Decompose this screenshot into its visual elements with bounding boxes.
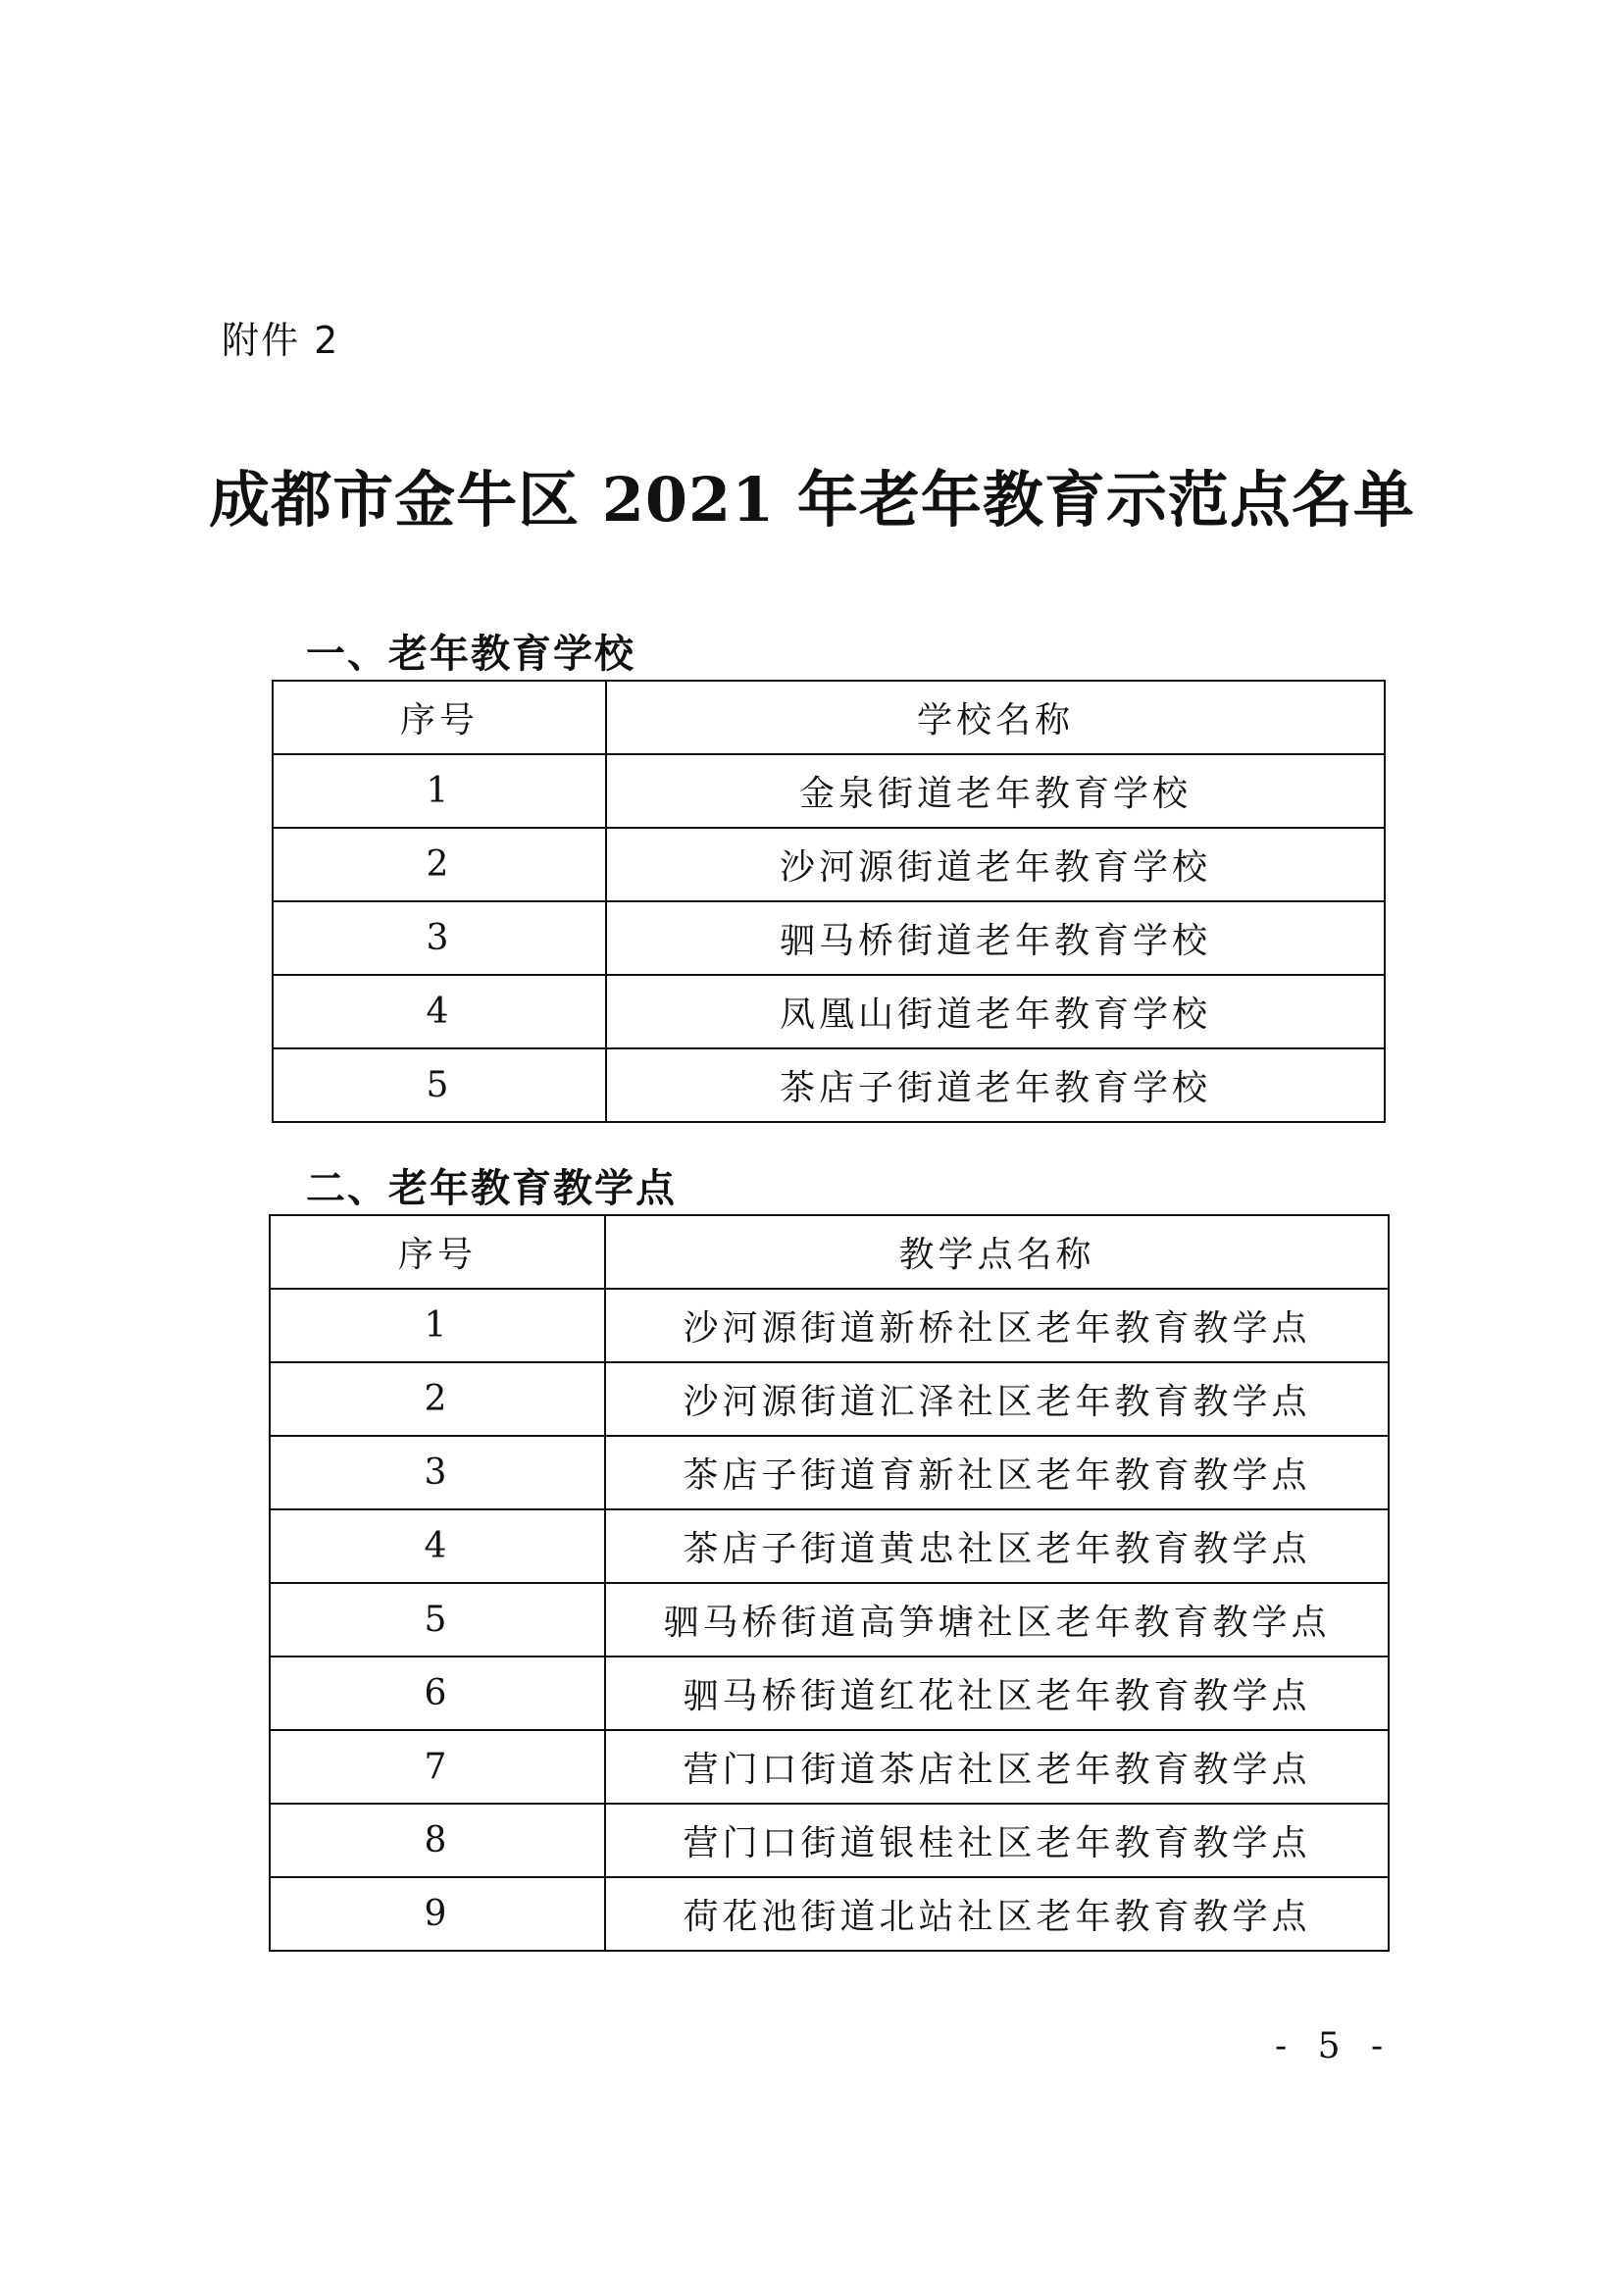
row-number: 8 [270,1804,605,1877]
row-number: 1 [270,1289,605,1362]
row-number: 9 [270,1877,605,1951]
table-row [273,754,1385,828]
row-number: 6 [270,1657,605,1730]
row-number: 2 [270,1362,605,1436]
attachment-label: 附件 2 [222,319,340,362]
table-row [273,901,1385,975]
school-name: 凤凰山街道老年教育学校 [606,975,1385,1048]
table-row [270,1657,1389,1730]
teaching-point-name: 沙河源街道汇泽社区老年教育教学点 [605,1362,1389,1436]
teaching-point-name: 沙河源街道新桥社区老年教育教学点 [605,1289,1389,1362]
row-number: 4 [273,975,606,1048]
row-number: 2 [273,828,606,901]
school-name: 驷马桥街道老年教育学校 [606,901,1385,975]
row-number: 3 [273,901,606,975]
teaching-point-name: 驷马桥街道高笋塘社区老年教育教学点 [605,1583,1389,1657]
column-header-teaching-point-name: 教学点名称 [605,1215,1389,1289]
table-header-row [270,1215,1389,1289]
table-row [270,1289,1389,1362]
table-row [270,1509,1389,1583]
row-number: 5 [273,1048,606,1122]
schools-table [272,680,1386,1123]
row-number: 1 [273,754,606,828]
school-name: 金泉街道老年教育学校 [606,754,1385,828]
teaching-point-name: 营门口街道茶店社区老年教育教学点 [605,1730,1389,1804]
school-name: 沙河源街道老年教育学校 [606,828,1385,901]
row-number: 3 [270,1436,605,1509]
column-header-number: 序号 [273,681,606,754]
teaching-points-table [269,1214,1390,1952]
row-number: 7 [270,1730,605,1804]
teaching-point-name: 营门口街道银桂社区老年教育教学点 [605,1804,1389,1877]
table-row [270,1436,1389,1509]
table-row [273,828,1385,901]
teaching-point-name: 荷花池街道北站社区老年教育教学点 [605,1877,1389,1951]
table-row [270,1730,1389,1804]
teaching-point-name: 驷马桥街道红花社区老年教育教学点 [605,1657,1389,1730]
table-row [270,1583,1389,1657]
section-heading-teaching-points: 二、老年教育教学点 [306,1166,677,1211]
document-title: 成都市金牛区 2021 年老年教育示范点名单 [209,464,1415,535]
teaching-point-name: 茶店子街道育新社区老年教育教学点 [605,1436,1389,1509]
teaching-point-name: 茶店子街道黄忠社区老年教育教学点 [605,1509,1389,1583]
table-row [273,975,1385,1048]
table-row [270,1362,1389,1436]
table-header-row [273,681,1385,754]
school-name: 茶店子街道老年教育学校 [606,1048,1385,1122]
table-row [270,1804,1389,1877]
column-header-school-name: 学校名称 [606,681,1385,754]
table-row [270,1877,1389,1951]
column-header-number: 序号 [270,1215,605,1289]
row-number: 5 [270,1583,605,1657]
table-row [273,1048,1385,1122]
page-number: - 5 - [1275,2026,1394,2066]
section-heading-schools: 一、老年教育学校 [306,632,635,677]
row-number: 4 [270,1509,605,1583]
